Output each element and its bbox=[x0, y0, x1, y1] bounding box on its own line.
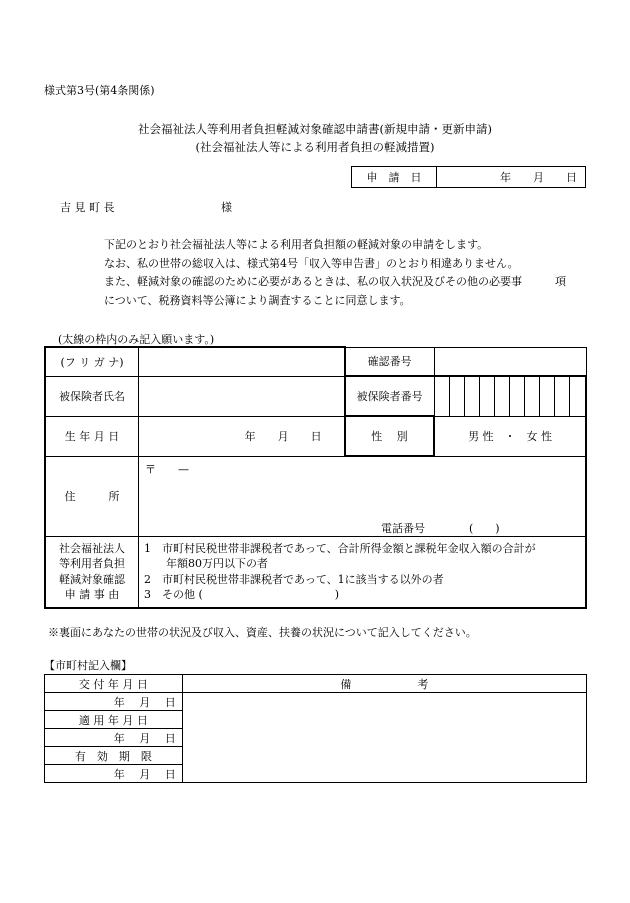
reason-option-2[interactable]: 2 市町村民税世帯非課税者であって、1に該当する以外の者 bbox=[144, 572, 444, 586]
page-title: 社会福祉法人等利用者負担軽減対象確認申請書(新規申請・更新申請) bbox=[138, 122, 492, 136]
apply-date-muni-field[interactable]: 年 月 日 bbox=[45, 729, 183, 747]
application-table bbox=[44, 346, 587, 609]
page-subtitle: (社会福祉法人等による利用者負担の軽減措置) bbox=[195, 140, 435, 154]
remarks-label: 備 考 bbox=[182, 675, 586, 693]
issue-date-field[interactable]: 年 月 日 bbox=[45, 693, 183, 711]
instruction-note: (太線の枠内のみ記入願います。) bbox=[58, 333, 215, 346]
addressee-name: 吉 見 町 長 bbox=[60, 201, 115, 214]
insured-no-digit[interactable] bbox=[525, 376, 540, 416]
confirm-no-field bbox=[434, 347, 586, 376]
issue-date-label: 交 付 年 月 日 bbox=[45, 675, 183, 693]
phone-label: 電話番号 ( ) bbox=[381, 522, 500, 535]
reason-label-line: 等利用者負担 bbox=[59, 557, 125, 571]
insured-no-digit[interactable] bbox=[570, 376, 586, 416]
expiry-field[interactable]: 年 月 日 bbox=[45, 765, 183, 783]
insured-no-digit[interactable] bbox=[434, 376, 449, 416]
form-number: 様式第3号(第4条関係) bbox=[44, 84, 155, 97]
insured-no-digit[interactable] bbox=[479, 376, 494, 416]
reason-option-1[interactable]: 1 市町村民税世帯非課税者であって、合計所得金額と課税年金収入額の合計が bbox=[144, 541, 536, 555]
body-line-4: について、税務資料等公簿により調査することに同意します。 bbox=[104, 294, 411, 307]
furigana-label: (フ リ ガ ナ) bbox=[45, 347, 139, 376]
reason-option-3[interactable]: 3 その他 ( ) bbox=[144, 588, 340, 602]
insured-no-digit[interactable] bbox=[510, 376, 525, 416]
insured-no-digit[interactable] bbox=[449, 376, 464, 416]
reason-option-1-cont: 年額80万円以下の者 bbox=[144, 557, 269, 571]
muni-heading: 【市町村記入欄】 bbox=[44, 659, 132, 672]
insured-name-label: 被保険者氏名 bbox=[45, 376, 139, 416]
postal-mark: 〒 — bbox=[145, 463, 190, 476]
apply-date-field[interactable]: 年 月 日 bbox=[500, 171, 577, 184]
reason-label-line: 軽減対象確認 bbox=[59, 572, 125, 586]
apply-date-muni-label: 適 用 年 月 日 bbox=[45, 711, 183, 729]
back-page-note: ※裏面にあなたの世帯の状況及び収入、資産、扶養の状況について記入してください。 bbox=[48, 626, 477, 639]
sex-label: 性 別 bbox=[345, 416, 434, 456]
expiry-label: 有 効 期 限 bbox=[45, 747, 183, 765]
insured-name-field[interactable] bbox=[139, 376, 345, 416]
insured-no-digit[interactable] bbox=[540, 376, 555, 416]
muni-table bbox=[44, 674, 587, 783]
remarks-field[interactable] bbox=[182, 693, 586, 783]
sex-field[interactable]: 男 性 ・ 女 性 bbox=[434, 416, 586, 456]
body-line-3: また、軽減対象の確認のために必要があるときは、私の収入状況及びその他の必要事 項 bbox=[104, 275, 566, 288]
insured-no-label: 被保険者番号 bbox=[345, 376, 434, 416]
insured-no-digit[interactable] bbox=[494, 376, 509, 416]
reason-label bbox=[45, 536, 139, 608]
reason-options[interactable] bbox=[139, 536, 586, 608]
apply-date-box bbox=[351, 166, 586, 188]
apply-date-label: 申 請 日 bbox=[352, 167, 437, 188]
insured-no-digit[interactable] bbox=[464, 376, 479, 416]
reason-label-line: 社会福祉法人 bbox=[59, 541, 125, 555]
addressee-suffix: 様 bbox=[221, 201, 232, 214]
furigana-field[interactable] bbox=[139, 347, 345, 376]
reason-label-line: 申 請 事 由 bbox=[64, 588, 120, 602]
address-field[interactable] bbox=[139, 456, 586, 536]
body-line-2: なお、私の世帯の総収入は、様式第4号「収入等申告書」のとおり相違ありません。 bbox=[104, 257, 519, 270]
address-label: 住 所 bbox=[45, 456, 139, 536]
birth-field[interactable]: 年 月 日 bbox=[139, 416, 345, 456]
insured-no-digit[interactable] bbox=[555, 376, 570, 416]
birth-label: 生 年 月 日 bbox=[45, 416, 139, 456]
body-line-1: 下記のとおり社会福祉法人等による利用者負担額の軽減対象の申請をします。 bbox=[104, 238, 489, 251]
confirm-no-label: 確認番号 bbox=[345, 347, 434, 376]
